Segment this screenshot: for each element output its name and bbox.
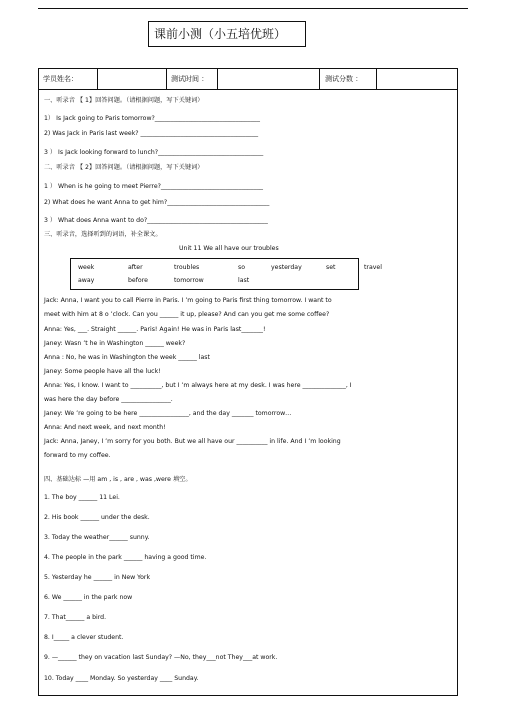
word-box-item: tomorrow: [174, 277, 204, 284]
word-box-item: after: [128, 264, 143, 271]
exercise-line: 2. His book ______ under the desk.: [44, 514, 150, 521]
exercise-line: 5. Yesterday he ______ in New York: [44, 574, 151, 581]
word-box-item: away: [78, 277, 95, 284]
divider: [376, 69, 377, 89]
word-box-item: yesterday: [271, 264, 302, 271]
info-header-row: [39, 69, 457, 90]
exercise-line: 7. That______ a bird.: [44, 614, 107, 621]
dialogue-line: was here the day before ________________.: [44, 396, 173, 403]
dialogue-line: Anna: Yes, ___. Straight ______. Paris! Again! He was in Paris last_______!: [44, 326, 266, 333]
divider: [319, 69, 320, 89]
exercise-line: 8. I_____ a clever student.: [44, 634, 124, 641]
word-box: [70, 258, 382, 290]
test-sheet: [38, 68, 458, 696]
word-box-item: week: [78, 264, 95, 271]
dialogue-line: Anna : No, he was in Washington the week ______ last: [44, 354, 210, 361]
word-box-item: before: [128, 277, 148, 284]
question-line: 2) Was Jack in Paris last week? ______________________________________: [44, 130, 259, 137]
word-box-item: so: [238, 264, 246, 271]
dialogue-line: Anna: And next week, and next month!: [44, 424, 166, 431]
word-box-item: set: [326, 264, 336, 271]
exercise-line: 3. Today the weather______ sunny.: [44, 534, 150, 541]
test-score-label: 测试分数 ：: [325, 75, 363, 83]
dialogue-line: Anna: Yes, I know. I want to __________, but I ’m always here at my desk. I was here ______________, I: [44, 382, 352, 389]
section-4-heading: 四、基础达标 —用 am , is , are , was ,were 填空。: [44, 476, 192, 483]
dialogue-line: Janey: Some people have all the luck!: [44, 368, 161, 375]
student-name-label: 学员姓名：: [43, 75, 78, 83]
exercise-line: 6. We ______ in the park now: [44, 594, 133, 601]
divider: [217, 69, 218, 89]
divider: [97, 69, 98, 89]
exercise-line: 10. Today ____ Monday. So yesterday ____ Sunday.: [44, 675, 199, 682]
word-box-item: troubles: [174, 264, 200, 271]
test-time-label: 测试时间 ：: [171, 75, 209, 83]
exercise-line: 9. —______ they on vacation last Sunday? —No, they___not They___at work.: [44, 654, 278, 661]
dialogue-line: Jack: Anna, I want you to call Pierre in Paris. I ’m going to Paris first thing tomorrow. I want to: [44, 297, 332, 304]
exercise-line: 4. The people in the park ______ having a good time.: [44, 554, 207, 561]
section-2-heading: 二、听录音 【 2】回答问题。（请根据问题，写下关键词）: [44, 164, 204, 171]
word-box-item: travel: [364, 264, 382, 271]
question-line: 3 ） What does Anna want to do?_______________________________________: [44, 217, 268, 224]
question-line: 3 ） Is Jack looking forward to lunch?__________________________________: [44, 149, 264, 156]
dialogue-line: Janey: Wasn ’t he in Washington ______ week?: [44, 340, 186, 347]
top-rule: [38, 8, 468, 9]
section-1-heading: 一、听录音 【 1】回答问题。（请根据问题，写下关键词）: [44, 97, 204, 104]
dialogue-line: Jack: Anna, Janey, I ’m sorry for you both. But we all have our __________ in life. And I ’m looking: [44, 438, 341, 445]
divider: [166, 69, 167, 89]
question-line: 1 ） When is he going to meet Pierre?_________________________________: [44, 183, 264, 190]
page-title: 课前小测（小五培优班）: [148, 21, 306, 47]
dialogue-line: Janey: We ’re going to be here ________________, and the day _______ tomorrow…: [44, 410, 292, 417]
dialogue-line: meet with him at 8 o ’clock. Can you ______ it up, please? And can you get me some coffee?: [44, 311, 330, 318]
word-box-item: last: [238, 277, 250, 284]
section-3-heading: 三、听录音，选择听到的词语，补全课文。: [44, 231, 162, 238]
dialogue-line: forward to my coffee.: [44, 452, 111, 459]
question-line: 2) What does he want Anna to get him?_________________________________: [44, 199, 270, 206]
exercise-line: 1. The boy ______ 11 Lei.: [44, 494, 120, 501]
question-line: 1） Is Jack going to Paris tomorrow?__________________________________: [44, 115, 260, 122]
unit-title: Unit 11 We all have our troubles: [179, 245, 279, 252]
